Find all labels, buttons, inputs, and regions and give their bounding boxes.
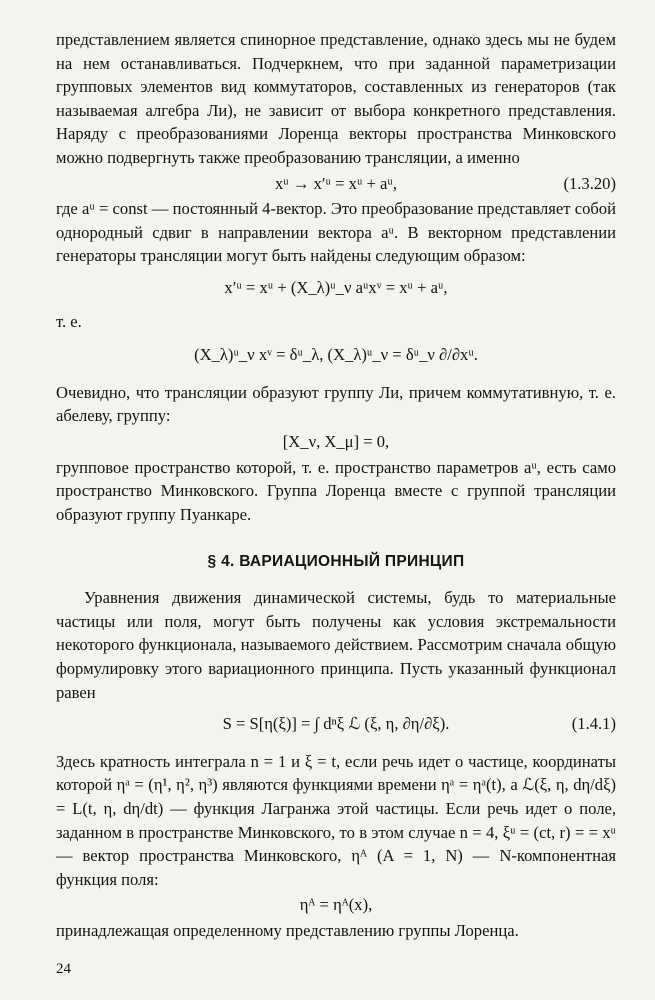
formula-commutator-text: [X_ν, X_μ] = 0, bbox=[282, 431, 390, 451]
formula-generator-action-text: x′ᵘ = xᵘ + (X_λ)ᵘ_ν aᵘxᵛ = xᵘ + aᵘ, bbox=[224, 277, 448, 297]
formula-field-text: ηᴬ = ηᴬ(x), bbox=[299, 895, 373, 915]
formula-generator-action bbox=[56, 276, 616, 300]
formula-field bbox=[56, 893, 616, 917]
paragraph-integral-multiplicity: Здесь кратность интеграла n = 1 и ξ = t, если речь идет о частице, координаты которой ηᵃ = (η¹, η², η³) являются функциями времени ηᵃ = ηᵃ(t), а ℒ(ξ, η, dη/dξ) = L(t, η, dη/dt) — функция Лагранжа этой частицы. Если речь идет о поле, заданном в пространстве Минковского, то в этом случае n = 4, ξᵘ = (ct, r) = = xᵘ — вектор пространства Минковского, ηᴬ (A = 1, N) — N-компонентная функция поля: bbox=[56, 751, 616, 889]
formula-action-text: S = S[η(ξ)] = ∫ dⁿξ ℒ (ξ, η, ∂η/∂ξ). bbox=[222, 714, 450, 734]
formula-commutator bbox=[56, 430, 616, 454]
page-number: 24 bbox=[56, 961, 71, 977]
formula-generators-text: (X_λ)ᵘ_ν xᵛ = δᵘ_λ, (X_λ)ᵘ_ν = δᵘ_ν ∂/∂xᵘ. bbox=[194, 345, 478, 365]
formula-translation bbox=[56, 172, 616, 196]
paragraph-lorentz-rep: принадлежащая определенному представлению группы Лоренца. bbox=[56, 921, 519, 940]
equation-number-1-3-20: (1.3.20) bbox=[563, 173, 616, 193]
paragraph-lie-group: Очевидно, что трансляции образуют группу Ли, причем коммутативную, т. е. абелеву, группу: bbox=[56, 382, 616, 426]
equation-number-1-4-1: (1.4.1) bbox=[571, 714, 616, 734]
paragraph-variational: Уравнения движения динамической системы, будь то материальные частицы или поля, могут быть получены как условия экстремальности некоторого функционала, называемого действием. Рассмотрим сначала общую формулировку этого вариационного принципа. Пусть указанный функционал равен bbox=[56, 588, 616, 702]
paragraph-constant-vector: где aᵘ = const — постоянный 4-вектор. Это преобразование представляет собой однородный сдвиг в направлении вектора aᵘ. В векторном представлении генераторы трансляции могут быть найдены следующим образом: bbox=[56, 199, 616, 266]
section-heading: § 4. ВАРИАЦИОННЫЙ ПРИНЦИП bbox=[207, 553, 465, 571]
paragraph-poincare: групповое пространство которой, т. е. пространство параметров aᵘ, есть само пространство Минковского. Группа Лоренца вместе с группой трансляции образуют группу Пуанкаре. bbox=[56, 457, 616, 524]
formula-action bbox=[56, 712, 616, 736]
text-te: т. е. bbox=[56, 311, 82, 331]
paragraph-spinor: представлением является спинорное представление, однако здесь мы не будем на нем останавливаться. Подчеркнем, что при заданной параметризации групповых элементов вид коммутаторов, составленных из генераторов (так называемая алгебра Ли), не зависит от выбора конкретного представления. Наряду с преобразованиями Лоренца векторы пространства Минковского можно подвергнуть также преобразованию трансляции, а именно bbox=[56, 30, 616, 167]
formula-translation-text: xᵘ → x′ᵘ = xᵘ + aᵘ, bbox=[275, 173, 397, 193]
formula-generators bbox=[56, 343, 616, 367]
page-body bbox=[56, 28, 616, 943]
